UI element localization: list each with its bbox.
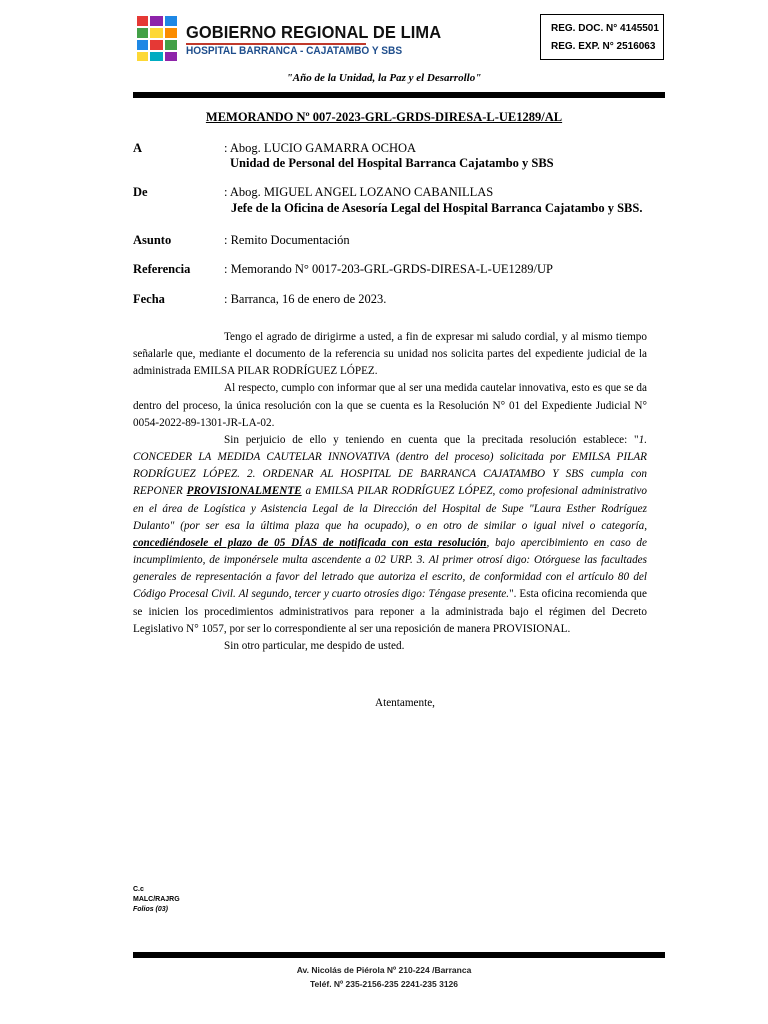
org-name: GOBIERNO REGIONAL DE LIMA [186, 22, 442, 42]
field-de-label: De [133, 185, 148, 199]
p3-recommendation: ". Esta oficina recomienda que se inicien los procedimientos administrativos para reponer a la administrada bajo el régimen del Decreto Legislativo N° 1057, por ser lo correspondiente al ser una reposición de manera PROVISIONAL. [133, 588, 647, 635]
registration-box [540, 14, 664, 60]
paragraph-1: Tengo el agrado de dirigirme a usted, a fin de expresar mi saludo cordial, y al mismo tiempo señalarle que, mediante el documento de la referencia su unidad nos solicita partes del expediente judicial de la administrada EMILSA PILAR RODRÍGUEZ LÓPEZ. [133, 331, 647, 378]
cc-folios: Folios (03) [133, 906, 169, 913]
hospital-logo [136, 14, 178, 62]
footer-address: Av. Nicolás de Piérola Nº 210-224 /Barranca [296, 965, 472, 975]
year-slogan: "Año de la Unidad, la Paz y el Desarrollo" [286, 72, 482, 84]
footer [0, 963, 768, 991]
paragraph-3 [133, 432, 647, 638]
reg-doc: REG. DOC. N° 4145501 [551, 23, 659, 34]
field-a-label: A [133, 141, 143, 155]
reg-exp: REG. EXP. N° 2516063 [551, 41, 656, 52]
field-referencia-value: : Memorando N° 0017-203-GRL-GRDS-DIRESA-L-UE1289/UP [224, 262, 553, 276]
closing: Atentamente, [375, 697, 435, 709]
field-fecha-value: : Barranca, 16 de enero de 2023. [224, 292, 387, 306]
field-fecha-label: Fecha [133, 292, 165, 306]
field-referencia-label: Referencia [133, 262, 191, 276]
field-a-value-unit: Unidad de Personal del Hospital Barranca Cajatambo y SBS [230, 156, 554, 170]
field-asunto-value: : Remito Documentación [224, 233, 350, 247]
field-a-value: : Abog. LUCIO GAMARRA OCHOA [224, 141, 417, 155]
p3-quote-mid: a EMILSA PILAR RODRÍGUEZ LÓPEZ, como profesional administrativo en el área de Logística y Asistencia Legal de la Dirección del Hospital de Supe "Laura Esther Rodríguez Dulanto" (por ser esa la última plaza que ha ocupado), o en otro de similar o igual nivel o categoría, [133, 485, 647, 532]
footer-phone: Teléf. Nº 235-2156-235 2241-235 3126 [309, 979, 459, 989]
memo-body [133, 329, 647, 655]
p3-provisionalmente: PROVISIONALMENTE [186, 485, 302, 498]
cc-initials: MALC/RAJRG [133, 896, 180, 903]
p3-plazo: concediéndosele el plazo de 05 DÍAS de notificada con esta resolución [133, 536, 487, 549]
p3-quote-start: 1. CONCEDER LA MEDIDA CAUTELAR INNOVATIVA (dentro del proceso) solicitada por EMILSA PILAR RODRÍGUEZ LÓPEZ. 2. ORDENAR AL HOSPITAL DE BARRANCA CAJATAMBO Y SBS cumpla con REPONER [133, 433, 647, 498]
top-rule [133, 92, 665, 98]
bottom-rule [133, 952, 665, 958]
paragraph-2: Al respecto, cumplo con informar que al ser una medida cautelar innovativa, esto es que se da dentro del proceso, la única resolución con la que se cuenta es la Resolución N° 01 del Expediente Judicial N° 0054-2022-89-1301-JR-LA-02. [133, 382, 647, 429]
field-de-value-role: Jefe de la Oficina de Asesoría Legal del Hospital Barranca Cajatambo y SBS. [231, 201, 643, 215]
paragraph-4: Sin otro particular, me despido de usted. [224, 639, 405, 652]
org-subtitle: HOSPITAL BARRANCA - CAJATAMBO Y SBS [186, 45, 403, 57]
p3-intro: Sin perjuicio de ello y teniendo en cuenta que la precitada resolución establece: " [224, 433, 639, 446]
field-asunto-label: Asunto [133, 233, 172, 247]
copy-notes [133, 885, 180, 915]
field-de-value: : Abog. MIGUEL ANGEL LOZANO CABANILLAS [224, 185, 494, 199]
p3-quote-end: , bajo apercibimiento en caso de incumplimiento, de imponérsele multa ascendente a 02 URP. 3. Al primer otrosí digo: Otórguese las facultades generales de representación a favor del letrado que autoriza el escrito, de conformidad con el artículo 80 del Código Procesal Civil. Al segundo, tercer y cuarto otrosíes digo: Téngase presente. [133, 536, 647, 601]
cc-label: C.c [133, 886, 144, 893]
memo-title: MEMORANDO Nº 007-2023-GRL-GRDS-DIRESA-L-UE1289/AL [205, 110, 563, 124]
